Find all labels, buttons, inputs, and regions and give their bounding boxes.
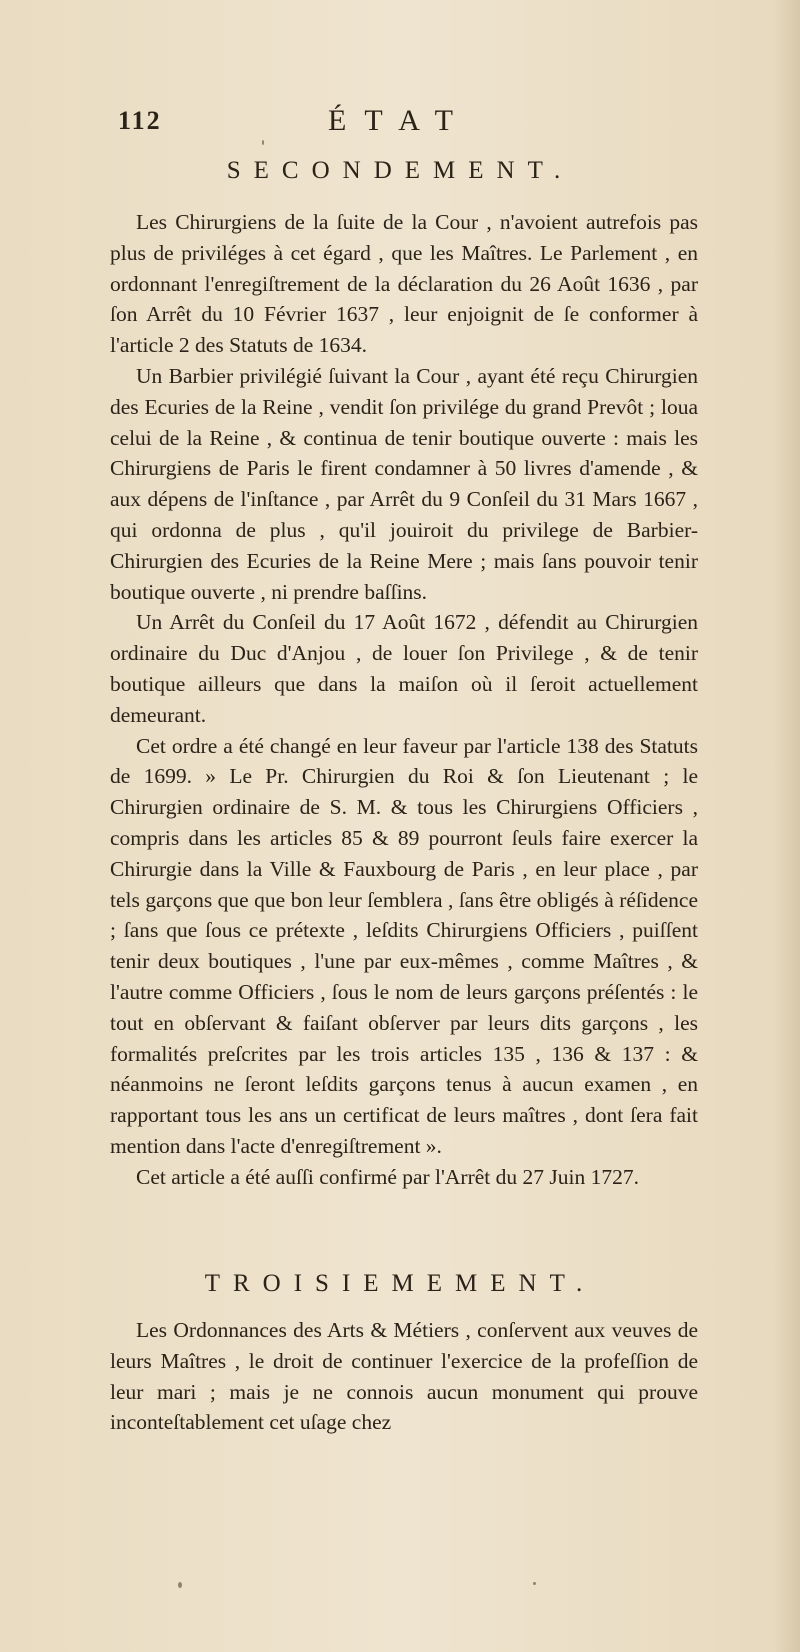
- section-body-secondement: [110, 207, 698, 1193]
- ink-speck: [262, 140, 264, 145]
- page-number: 112: [118, 106, 162, 135]
- paragraph: Un Arrêt du Conſeil du 17 Août 1672 , défendit au Chirurgien ordinaire du Duc d'Anjou , de louer ſon Privilege , & de tenir boutique ailleurs que dans la maiſon où il ſeroit actuellement demeurant.: [110, 610, 698, 727]
- paragraph: Cet ordre a été changé en leur faveur par l'article 138 des Statuts de 1699. » Le Pr. Chirurgien du Roi & ſon Lieutenant ; le Chirurgien ordinaire de S. M. & tous les Chirurgiens Officiers , compris dans les articles 85 & 89 pourront ſeuls faire exercer la Chirurgie dans la Ville & Fauxbourg de Paris , en leur place , par tels garçons que que bon leur ſemblera , ſans être obligés à réſidence ; ſans que ſous ce prétexte , leſdits Chirurgiens Officiers , puiſſent tenir deux boutiques , l'une par eux-mêmes , comme Maîtres , & l'autre comme Officiers , ſous le nom de leurs garçons préſentés : le tout en obſervant & faiſant obſerver par leurs dits garçons , les formalités preſcrites par les trois articles 135 , 136 & 137 : & néanmoins ne ſeront leſdits garçons tenus à aucun examen , en rapportant tous les ans un certificat de leurs maîtres , dont ſera fait mention dans l'acte d'enregiſtrement ».: [110, 733, 698, 1158]
- page-header: [118, 98, 678, 138]
- running-head: ÉTAT: [328, 104, 471, 137]
- page-edge-shadow: [774, 0, 800, 1652]
- ink-speck: [178, 1582, 182, 1588]
- ink-speck: [533, 1582, 536, 1585]
- paragraph: Cet article a été auſſi confirmé par l'Arrêt du 27 Juin 1727.: [136, 1164, 639, 1189]
- paragraph: Un Barbier privilégié ſuivant la Cour , ayant été reçu Chirurgien des Ecuries de la Reine , vendit ſon privilége du grand Prevôt ; loua celui de la Reine , & continua de tenir boutique ouverte : mais les Chirurgiens de Paris le firent condamner à 50 livres d'amende , & aux dépens de l'inſtance , par Arrêt du 9 Conſeil du 31 Mars 1667 , qui ordonna de plus , qu'il jouiroit du privilege de Barbier-Chirurgien des Ecuries de la Reine Mere ; mais ſans pouvoir tenir boutique ouverte , ni prendre baſſins.: [110, 363, 698, 604]
- paragraph: Les Ordonnances des Arts & Métiers , conſervent aux veuves de leurs Maîtres , le droit de continuer l'exercice de la profeſſion de leur mari ; mais je ne connois aucun monument qui prouve inconteſtablement cet uſage chez: [110, 1318, 698, 1435]
- section-title-troisiemement: TROISIEMEMENT.: [204, 1270, 596, 1297]
- paragraph: Les Chirurgiens de la ſuite de la Cour , n'avoient autrefois pas plus de priviléges à cet égard , que les Maîtres. Le Parlement , en ordonnant l'enregiſtrement de la déclaration du 26 Août 1636 , par ſon Arrêt du 10 Février 1637 , leur enjoignit de ſe conformer à l'article 2 des Statuts de 1634.: [110, 210, 698, 358]
- section-body-troisiemement: [110, 1315, 698, 1438]
- section-title-secondement: SECONDEMENT.: [226, 157, 574, 184]
